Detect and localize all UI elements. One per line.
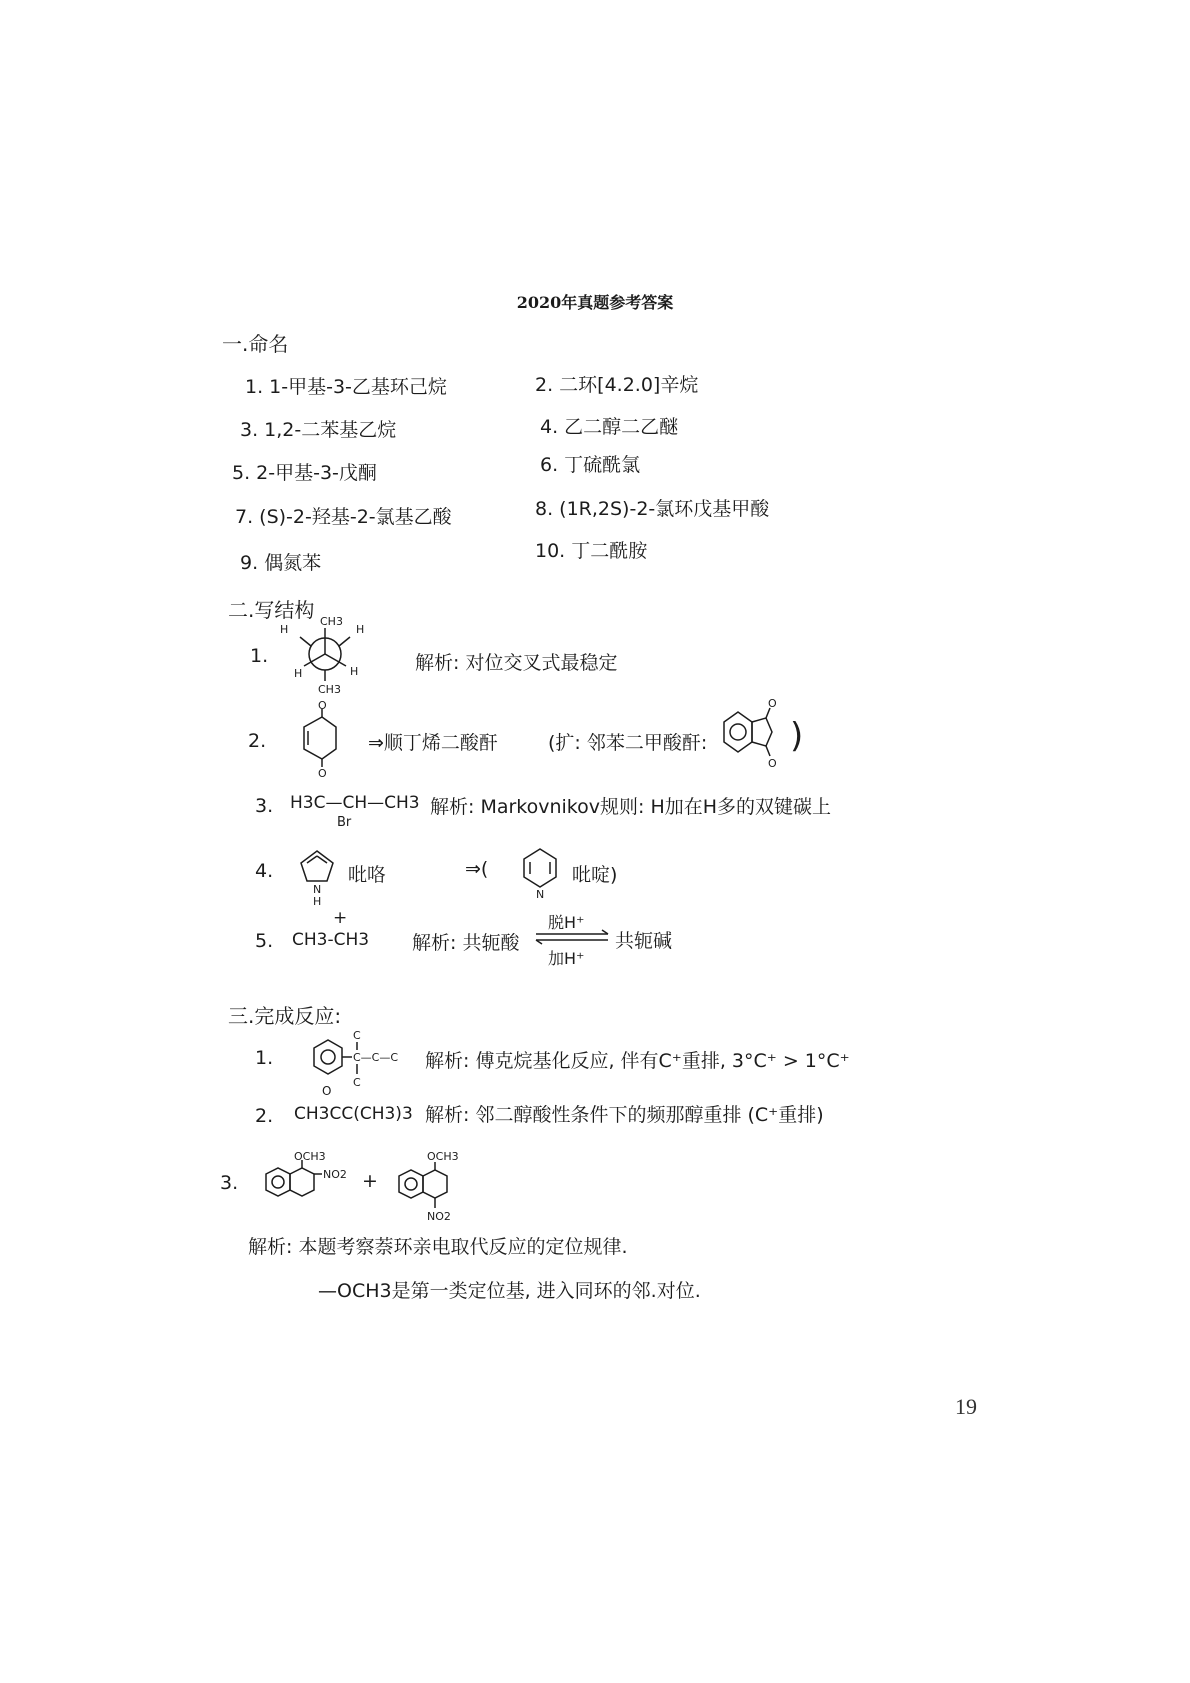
maleic-anhydride-diagram: [292, 699, 352, 780]
page-title: 2020年真题参考答案: [516, 293, 674, 312]
equilibrium-arrow-icon: [532, 930, 612, 944]
structure-item-5-analysis-suffix: 共轭碱: [615, 930, 673, 952]
naming-item-9: 9. 偶氮苯: [240, 552, 322, 574]
reaction-1-chain: C—C—C: [353, 1051, 399, 1064]
structure-item-4-arrow: ⇒(: [465, 858, 489, 880]
phthalic-anhydride-diagram: [716, 697, 786, 770]
structure-item-3-analysis: 解析: Markovnikov规则: H加在H多的双键碳上: [430, 796, 832, 818]
methoxy-naphthalene-product-1-diagram: [260, 1152, 350, 1212]
structure-item-5-charge: +: [333, 908, 348, 928]
reaction-item-2-formula: CH3CC(CH3)3: [294, 1104, 413, 1124]
reaction-item-2-analysis: 解析: 邻二醇酸性条件下的频那醇重排 (C⁺重排): [425, 1104, 824, 1126]
structure-item-5-formula: CH3-CH3: [292, 930, 370, 950]
product-2-och3: OCH3: [427, 1150, 459, 1163]
naming-item-4: 4. 乙二醇二乙醚: [540, 416, 679, 438]
structure-item-4-name: 吡咯: [348, 864, 387, 886]
pyrrole-diagram: [295, 845, 345, 908]
pyrrole-h-label: H: [313, 895, 322, 908]
structure-item-2-answer: ⇒顺丁烯二酸酐: [368, 732, 498, 754]
phthalic-o-top: O: [768, 697, 777, 710]
product-1-och3: OCH3: [294, 1150, 326, 1163]
structure-item-3-number: 3.: [255, 795, 274, 817]
newman-top-label: CH3: [320, 615, 343, 628]
naming-item-1: 1. 1-甲基-3-乙基环己烷: [245, 376, 447, 398]
reaction-item-1-analysis: 解析: 傅克烷基化反应, 伴有C⁺重排, 3°C⁺ > 1°C⁺: [425, 1050, 850, 1072]
anhydride-o-bottom: O: [318, 767, 327, 780]
reaction-item-3-analysis-line-1: 解析: 本题考察萘环亲电取代反应的定位规律.: [248, 1236, 628, 1258]
newman-bottom-label: CH3: [318, 683, 341, 696]
pyrrole-n-label: N: [313, 883, 322, 896]
reaction-item-2-number: 2.: [255, 1105, 274, 1127]
naming-item-10: 10. 丁二酰胺: [535, 540, 648, 562]
product-1-no2: NO2: [323, 1168, 347, 1181]
structure-item-3-formula: H3C—CH—CH3: [290, 793, 420, 813]
naming-item-5: 5. 2-甲基-3-戊酮: [232, 462, 377, 484]
naming-item-6: 6. 丁硫酰氯: [540, 454, 641, 476]
newman-projection-diagram: [280, 615, 390, 695]
reaction-item-1-number: 1.: [255, 1047, 274, 1069]
pyridine-diagram: [518, 845, 568, 900]
reaction-item-3-analysis-line-2: —OCH3是第一类定位基, 进入同环的邻.对位.: [318, 1280, 701, 1302]
structure-item-2-note: (扩: 邻苯二甲酸酐:: [548, 732, 708, 754]
newman-h-label-1: H: [280, 623, 289, 636]
methoxy-naphthalene-product-2-diagram: [393, 1150, 463, 1240]
page-number: 19: [955, 1394, 977, 1419]
reaction-item-2-oxygen: O: [322, 1084, 332, 1098]
structure-item-4-name2: 吡啶): [572, 864, 618, 886]
newman-h-label-4: H: [350, 665, 359, 678]
product-2-no2: NO2: [427, 1210, 451, 1223]
structure-item-2-number: 2.: [248, 730, 267, 752]
structure-item-5-analysis-prefix: 解析: 共轭酸: [412, 932, 520, 954]
structure-item-1-number: 1.: [250, 645, 269, 667]
naming-item-8: 8. (1R,2S)-2-氯环戊基甲酸: [535, 498, 770, 520]
structure-item-1-analysis: 解析: 对位交叉式最稳定: [415, 652, 618, 674]
structure-item-4-number: 4.: [255, 860, 274, 882]
reaction-item-3-number: 3.: [220, 1172, 239, 1194]
structure-item-3-substituent: Br: [337, 815, 352, 830]
phthalic-o-bottom: O: [768, 757, 777, 770]
section-heading-reactions: 三.完成反应:: [228, 1004, 342, 1028]
structure-item-5-arrow-bottom: 加H⁺: [548, 949, 585, 968]
naming-item-2: 2. 二环[4.2.0]辛烷: [535, 374, 699, 396]
anhydride-o-top: O: [318, 699, 327, 712]
naming-item-3: 3. 1,2-二苯基乙烷: [240, 419, 397, 441]
structure-item-5-number: 5.: [255, 930, 274, 952]
structure-item-5-arrow-top: 脱H⁺: [548, 913, 585, 932]
reaction-1-c-bottom: C: [353, 1076, 361, 1089]
reaction-item-3-plus: +: [362, 1170, 378, 1192]
reaction-1-c-top: C: [353, 1029, 361, 1042]
pyridine-n-label: N: [536, 888, 545, 901]
naming-item-7: 7. (S)-2-羟基-2-氯基乙酸: [235, 506, 452, 528]
structure-item-2-close-paren: ): [790, 716, 804, 756]
newman-h-label-2: H: [356, 623, 365, 636]
tert-butyl-benzene-diagram: [298, 1028, 408, 1093]
newman-h-label-3: H: [294, 667, 303, 680]
section-heading-naming: 一.命名: [222, 332, 289, 356]
section-heading-structures: 二.写结构: [228, 598, 315, 622]
